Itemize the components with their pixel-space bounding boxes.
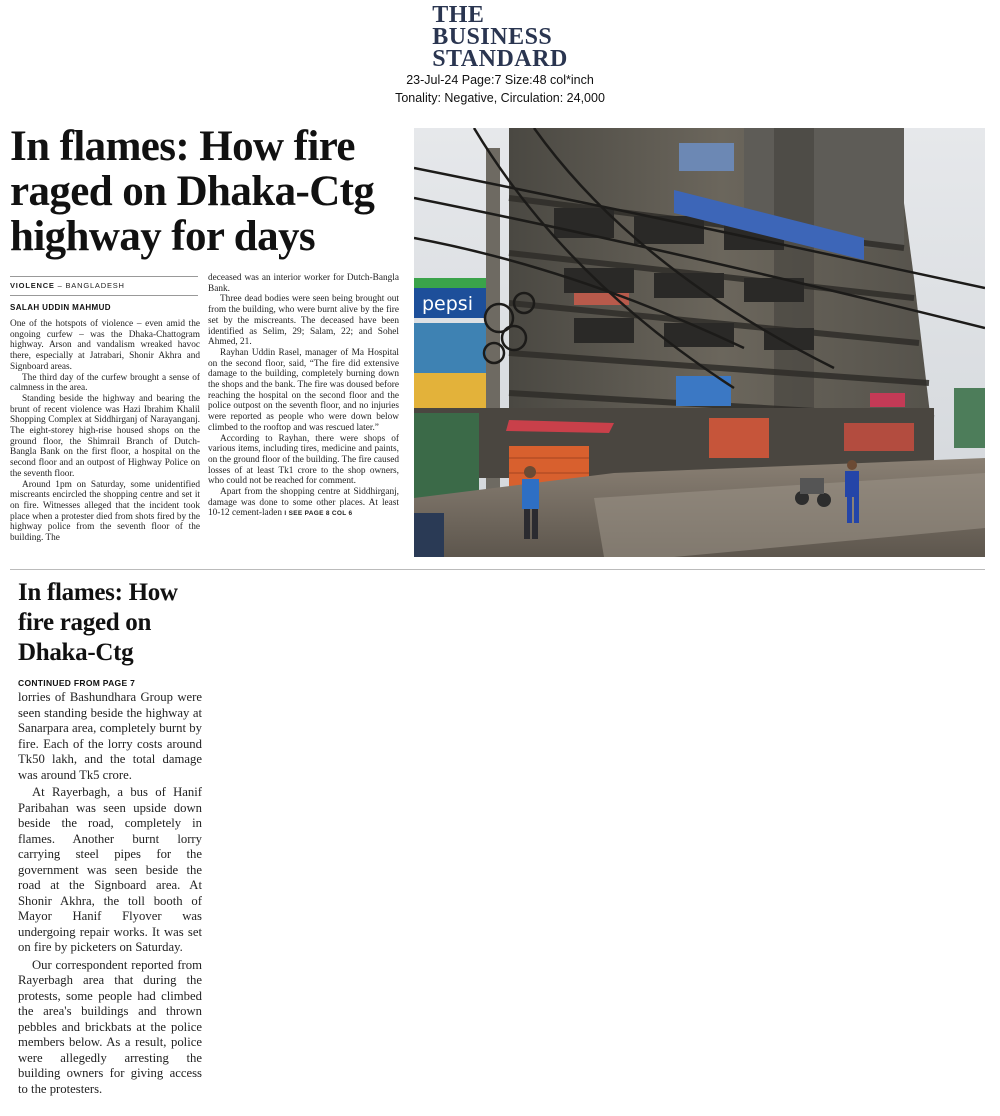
masthead: [0, 4, 1000, 106]
article-column-1: [10, 319, 200, 544]
see-page-reference: I SEE PAGE 8 COL 6: [284, 510, 353, 518]
publication-logo: [432, 4, 568, 70]
kicker-separator: –: [54, 281, 66, 290]
paragraph: One of the hotspots of violence – even amid the ongoing curfew – was the Dhaka-Chattogram highway. Arson and vandalism wreaked havoc there, especially at Jatrabari, Shonir Akhra and Signboard areas.: [10, 319, 200, 372]
paragraph: Three dead bodies were seen being brought out from the building, who were burnt alive by the fire set by the miscreants. The deceased have been identified as Selim, 29; Salam, 22; and Sohel Ahmed, 21.: [208, 294, 399, 348]
continuation-headline: In flames: How fire raged on Dhaka-Ctg: [18, 579, 178, 666]
logo-line-1: THE: [432, 2, 485, 28]
clipping-meta-tonality: Tonality: Negative, Circulation: 24,000: [395, 91, 605, 105]
byline: SALAH UDDIN MAHMUD: [10, 303, 111, 312]
paragraph: Our correspondent reported from Rayerbagh area that during the protests, some people had climbed the area's buildings and thrown pebbles and brickbats at the police members below. As a result, police were allegedly arresting the building owners for giving access to the protesters.: [18, 957, 202, 1096]
continuation-column: [18, 690, 202, 1099]
kicker-region: BANGLADESH: [65, 281, 125, 290]
clipping-meta-date: 23-Jul-24 Page:7 Size:48 col*inch: [406, 73, 594, 87]
logo-line-3: STANDARD: [432, 46, 568, 72]
paragraph: Rayhan Uddin Rasel, manager of Ma Hospital on the second floor, said, “The fire did extensive damage to the building, completely burning down the shops and the bank. The fire was doused before reaching the hospital on the second floor and the police outpost on the seventh floor, and no injuries were reported as people who were down below climbed to the rooftop and was rescued later.”: [208, 347, 399, 433]
pepsi-sign-text: pepsi: [422, 293, 473, 315]
paragraph-text: Apart from the shopping centre at Siddhirganj, damage was done to some other places. At least 10-12 cement-laden: [208, 487, 399, 519]
paragraph: Standing beside the highway and bearing the brunt of recent violence was Hazi Ibrahim Khalil Shopping Complex at Siddhirganj of Narayanganj. The eight-storey high-rise housed shops on the ground floor, the Shimrail Branch of Dutch-Bangla Bank on the first floor, a hospital on the second floor and an outpost of Highway Police on the seventh floor.: [10, 393, 200, 479]
paragraph: At Rayerbagh, a bus of Hanif Paribahan was seen upside down beside the road, completely in flames. Another burnt lorry carrying steel pipes for the government was seen beside the road at the Signboard area. At Shonir Akhra, the toll booth of Mayor Hanif Flyover was undergoing repair works. It was set on fire by picketers on Saturday.: [18, 785, 202, 954]
photo-illustration: [414, 128, 985, 557]
section-divider: [10, 569, 985, 570]
article-column-2: [208, 273, 399, 520]
section-kicker: [10, 281, 200, 290]
paragraph: deceased was an interior worker for Dutch-Bangla Bank.: [208, 273, 399, 294]
logo-line-2: BUSINESS: [432, 24, 553, 50]
paragraph: [208, 487, 399, 520]
paragraph: The third day of the curfew brought a sense of calmness in the area.: [10, 372, 200, 394]
kicker-top-rule: [10, 276, 198, 277]
news-photo-burnt-building: [414, 128, 985, 557]
kicker-section: VIOLENCE: [10, 281, 55, 290]
continued-from-label: CONTINUED FROM PAGE 7: [18, 678, 136, 688]
paragraph: Around 1pm on Saturday, some unidentified miscreants encircled the shopping centre and set it on fire. Witnesses alleged that the incident took place when a protester died from shots fired by the highway police from the seventh floor of the building. The: [10, 479, 200, 544]
paragraph: According to Rayhan, there were shops of various items, including tires, medicine and paints, on the ground floor of the building. The fire caused losses of at least Tk1 crore to the shop owners, who could not be reached for comment.: [208, 433, 399, 487]
kicker-bottom-rule: [10, 295, 198, 296]
paragraph: lorries of Bashundhara Group were seen standing beside the highway at Sanarpara area, completely burnt by fire. Each of the lorry costs around Tk50 lakh, and the total damage was around Tk5 crore.: [18, 690, 202, 782]
article-headline: In flames: How fire raged on Dhaka-Ctg highway for days: [10, 123, 375, 260]
